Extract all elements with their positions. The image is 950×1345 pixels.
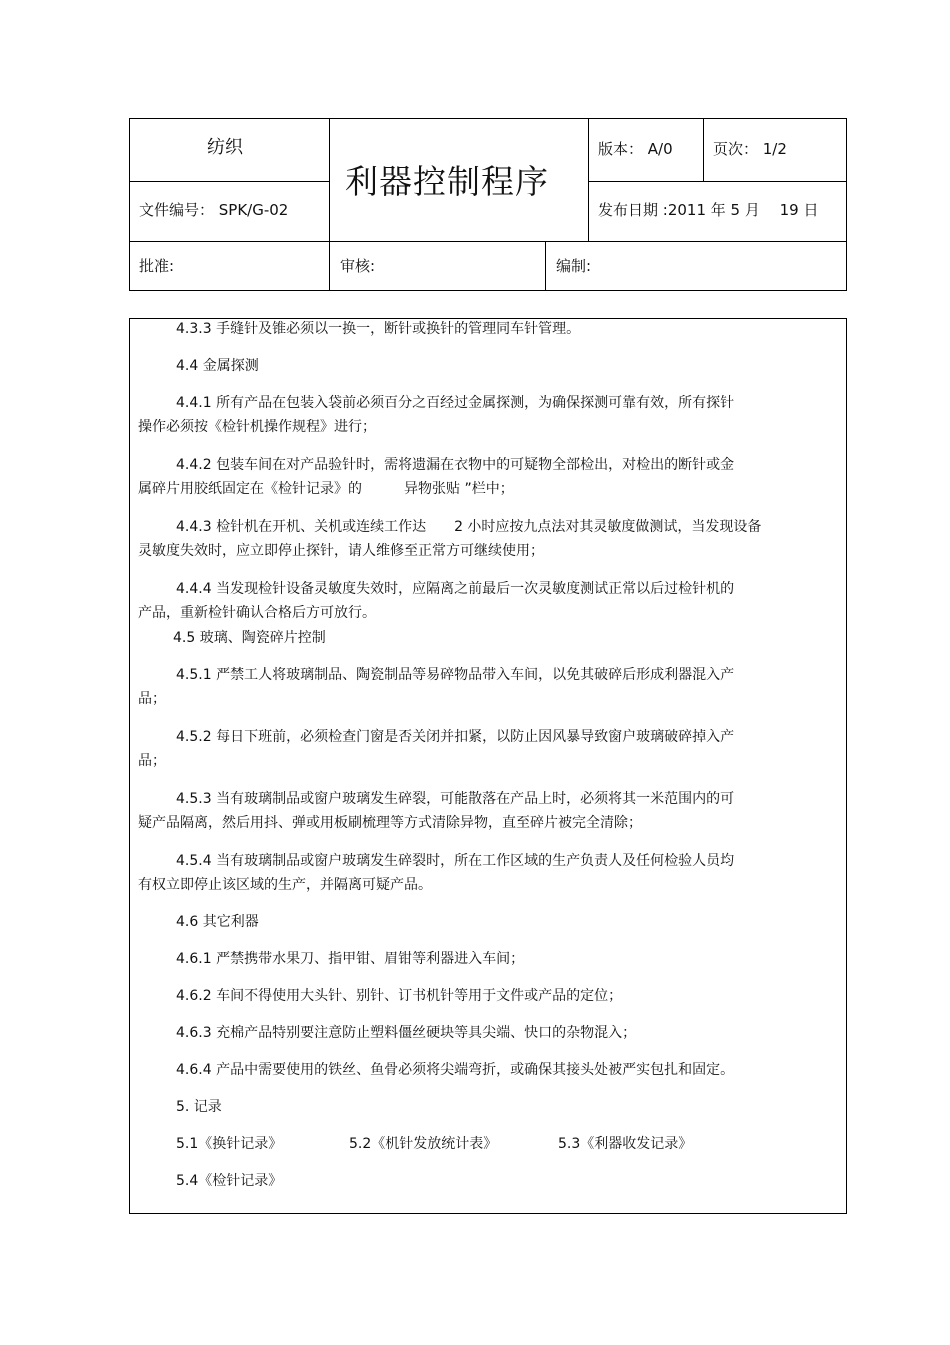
doc-number-label: 文件编号： SPK/G-02: [139, 201, 289, 219]
record-5-2: 5.2《机针发放统计表》: [349, 1136, 498, 1152]
para-4-5-2-line2: 品；: [138, 753, 166, 769]
version-label: 版本： A/0: [598, 140, 673, 158]
header-hline-right: [588, 181, 847, 182]
para-4-5-3-line2: 疑产品隔离，然后用抖、弹或用板刷梳理等方式清除异物，直至碎片被完全清除；: [138, 815, 642, 831]
record-5-4: 5.4《检针记录》: [176, 1173, 283, 1189]
para-4-4-4-line1: 4.4.4 当发现检针设备灵敏度失效时，应隔离之前最后一次灵敏度测试正常以后过检针机的: [176, 581, 735, 597]
header-table: [129, 118, 847, 291]
page-label: 页次： 1/2: [713, 140, 787, 158]
para-4-4-2-line2: 属碎片用胶纸固定在《检针记录》的 异物张贴 ”栏中；: [138, 481, 514, 497]
review-label: 审核:: [340, 257, 376, 275]
para-4-4-4-line2: 产品，重新检针确认合格后方可放行。: [138, 605, 376, 621]
heading-5: 5. 记录: [176, 1099, 222, 1115]
header-border-left: [129, 118, 130, 291]
para-4-5-1-line1: 4.5.1 严禁工人将玻璃制品、陶瓷制品等易碎物品带入车间，以免其破碎后形成利器混入产: [176, 667, 735, 683]
header-vline-4: [545, 241, 546, 291]
header-vline-2: [588, 118, 589, 242]
para-4-4-1-line1: 4.4.1 所有产品在包装入袋前必须百分之百经过金属探测，为确保探测可靠有效，所有探针: [176, 395, 735, 411]
heading-4-4: 4.4 金属探测: [176, 358, 259, 374]
heading-4-5: 4.5 玻璃、陶瓷碎片控制: [173, 630, 326, 646]
para-4-5-4-line1: 4.5.4 当有玻璃制品或窗户玻璃发生碎裂时，所在工作区域的生产负责人及任何检验人员均: [176, 853, 735, 869]
header-hline-bottom: [129, 241, 847, 242]
compile-label: 编制:: [556, 257, 592, 275]
header-border-right: [846, 118, 847, 291]
para-4-4-2-line1: 4.4.2 包装车间在对产品验针时，需将遗漏在衣物中的可疑物全部检出，对检出的断针或金: [176, 457, 735, 473]
header-border-bottom: [129, 290, 847, 291]
header-border-top: [129, 118, 847, 119]
para-4-5-1-line2: 品；: [138, 691, 166, 707]
heading-4-6: 4.6 其它利器: [176, 914, 259, 930]
document-title: 利器控制程序: [345, 162, 549, 201]
header-hline-left: [129, 181, 329, 182]
para-4-4-3-line2: 灵敏度失效时，应立即停止探针，请人维修至正常方可继续使用；: [138, 543, 544, 559]
para-4-6-2: 4.6.2 车间不得使用大头针、别针、订书机针等用于文件或产品的定位；: [176, 988, 623, 1004]
record-5-1: 5.1《换针记录》: [176, 1136, 283, 1152]
para-4-6-3: 4.6.3 充棉产品特别要注意防止塑料僵丝硬块等具尖端、快口的杂物混入；: [176, 1025, 637, 1041]
issue-date-label: 发布日期 :2011 年 5 月 19 日: [598, 201, 819, 219]
para-4-6-4: 4.6.4 产品中需要使用的铁丝、鱼骨必须将尖端弯折，或确保其接头处被严实包扎和固定。: [176, 1062, 735, 1078]
para-4-5-2-line1: 4.5.2 每日下班前，必须检查门窗是否关闭并扣紧，以防止因风暴导致窗户玻璃破碎掉入产: [176, 729, 735, 745]
para-4-6-1: 4.6.1 严禁携带水果刀、指甲钳、眉钳等利器进入车间；: [176, 951, 525, 967]
para-4-5-3-line1: 4.5.3 当有玻璃制品或窗户玻璃发生碎裂，可能散落在产品上时，必须将其一米范围内的可: [176, 791, 735, 807]
approve-label: 批准:: [139, 257, 175, 275]
header-vline-3: [703, 118, 704, 182]
para-4-4-1-line2: 操作必须按《检针机操作规程》进行；: [138, 419, 376, 435]
header-vline-1: [329, 118, 330, 291]
category-label: 纺织: [207, 137, 243, 158]
para-4-4-3-line1: 4.4.3 检针机在开机、关机或连续工作达 2 小时应按九点法对其灵敏度做测试，当发现设备: [176, 519, 762, 535]
record-5-3: 5.3《利器收发记录》: [558, 1136, 693, 1152]
para-4-5-4-line2: 有权立即停止该区域的生产，并隔离可疑产品。: [138, 877, 432, 893]
para-4-3-3: 4.3.3 手缝针及锥必须以一换一，断针或换针的管理同车针管理。: [176, 321, 581, 337]
